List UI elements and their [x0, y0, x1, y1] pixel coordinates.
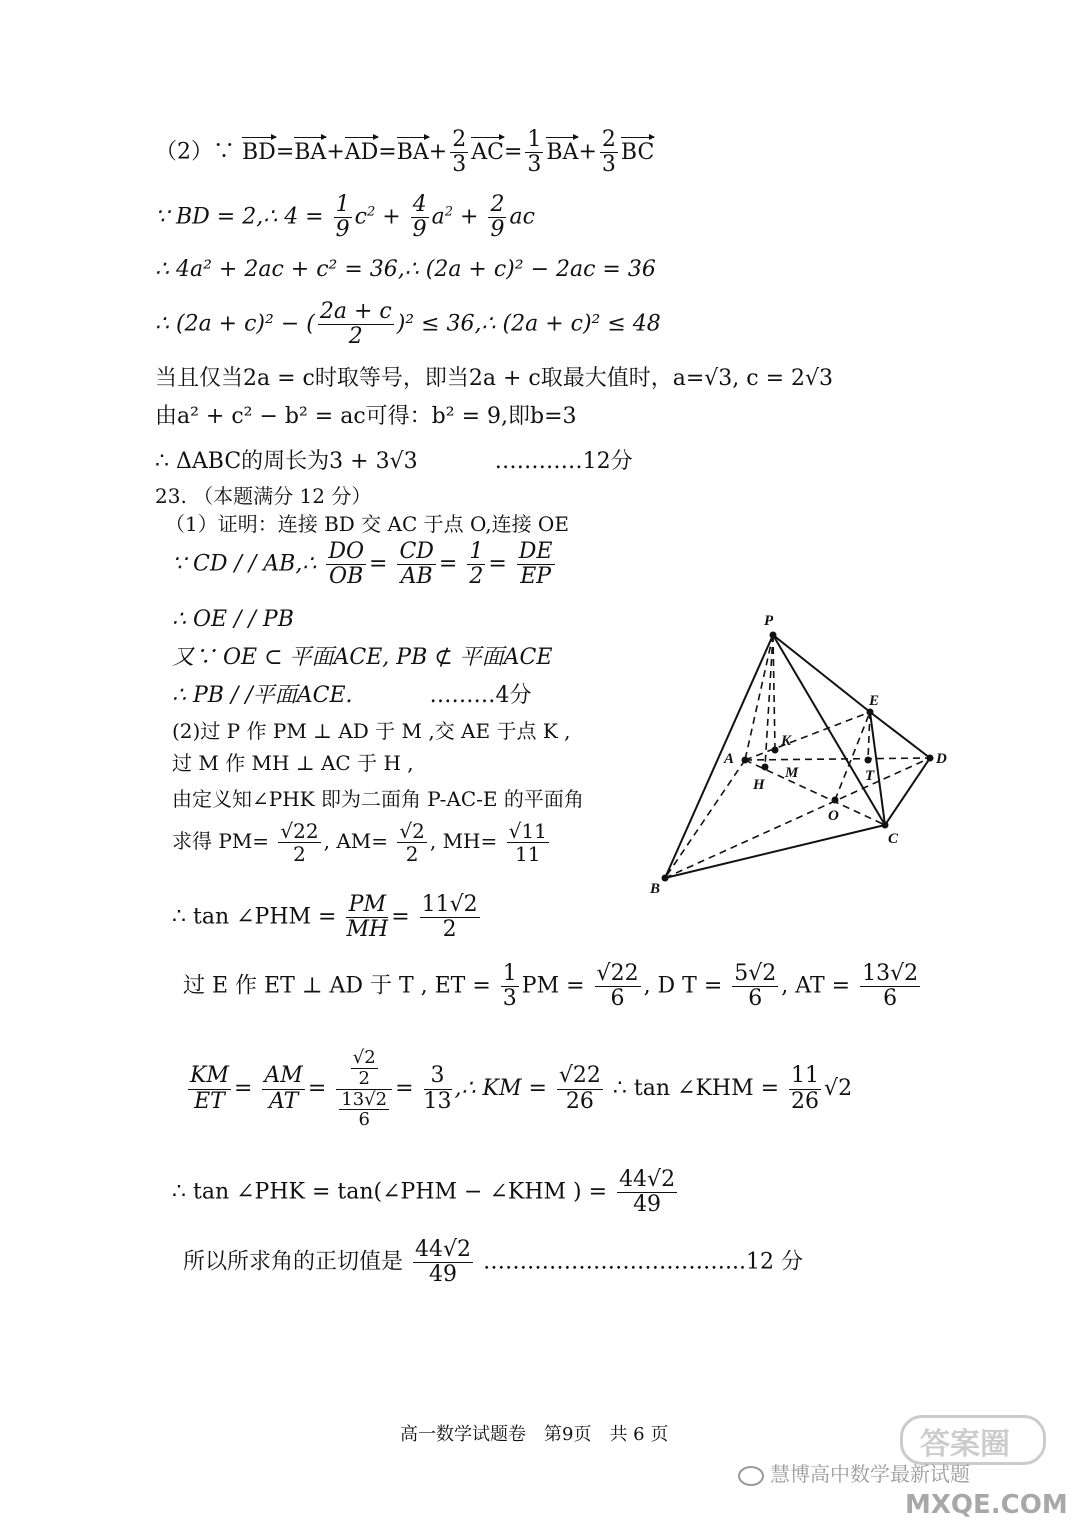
- line-subset: 又∵ OE ⊂ 平面ACE, PB ⊄ 平面ACE: [172, 645, 553, 670]
- fraction: $\frac{2}{3}$: [601, 127, 616, 178]
- fraction: $\frac{√11}{11}$: [508, 819, 547, 866]
- logo-text: 答案圈: [920, 1427, 1010, 1462]
- point-a: [742, 757, 749, 764]
- fraction: $\frac{√2}{2}$: [399, 819, 425, 866]
- line-lengths: 求得 PM= $\frac{√22}{2}$ , AM= $\frac{√2}{2}$ , MH= $\frac{√11}{11}$: [172, 819, 547, 866]
- label-c: C: [888, 831, 899, 847]
- fraction: $\frac{44√2}{49}$: [415, 1237, 472, 1288]
- line-tan-phm: ∴ tan ∠PHM = $\frac{PM}{MH}$ = $\frac{11√2}{2}$: [172, 892, 478, 943]
- edge-ae: [745, 712, 870, 760]
- point-t: [865, 757, 872, 764]
- point-p: [770, 632, 777, 639]
- fraction: $\frac{1}{3}$: [502, 961, 517, 1012]
- fraction: $\frac{DO}{OB}$: [328, 539, 364, 590]
- fraction: $\frac{1}{9}$: [335, 192, 350, 243]
- score: ………4分: [429, 683, 532, 708]
- score: …………12分: [494, 449, 633, 474]
- line-oe-parallel: ∴ OE / / PB: [172, 607, 294, 632]
- part2-definition: 由定义知∠PHK 即为二面角 P-AC-E 的平面角: [172, 787, 584, 811]
- vector-ba-3: BA: [546, 139, 579, 165]
- line-tan-phk: ∴ tan ∠PHK = tan(∠PHM − ∠KHM ) = $\frac{44√2}{49}$: [172, 1167, 676, 1218]
- point-h: [762, 764, 769, 771]
- fraction: $\frac{11√2}{2}$: [421, 892, 478, 943]
- fraction: $\frac{1}{3}$: [527, 127, 542, 178]
- edge-pm: [773, 635, 775, 750]
- edge-ab: [665, 760, 745, 878]
- edge-cb: [665, 825, 885, 878]
- line-conclusion: 所以所求角的正切值是 $\frac{44√2}{49}$ ……………………………...12 分: [183, 1237, 803, 1288]
- line-ratio: ∵ CD / / AB,∴ $\frac{DO}{OB}$ = $\frac{CD}{AB}$ = $\frac{1}{2}$ = $\frac{DE}{EP}$: [172, 539, 553, 590]
- edge-pb: [665, 635, 773, 878]
- edge-ad: [745, 758, 930, 760]
- label-p: P: [764, 613, 774, 629]
- part2-construct-h: 过 M 作 MH ⊥ AC 于 H ,: [172, 751, 414, 775]
- fraction: $\frac{√22}{2}$: [280, 819, 319, 866]
- line-vector-equation: （2）∵ BD=BA+AD=BA+ $\frac{2}{3}$ AC= $\frac{1}{3}$ BA+ $\frac{2}{3}$ BC: [155, 127, 655, 178]
- vector-bd: BD: [242, 139, 276, 165]
- vector-ba-2: BA: [396, 139, 429, 165]
- watermark-brand: MXQE.COM: [905, 1490, 1068, 1520]
- vector-ad: AD: [344, 139, 379, 165]
- wechat-icon: [738, 1466, 764, 1486]
- pyramid-figure: [640, 605, 970, 905]
- label-d: D: [936, 751, 947, 767]
- label-h: H: [753, 777, 765, 793]
- point-e: [867, 709, 874, 716]
- watermark-text: 慧博高中数学最新试题: [738, 1458, 970, 1487]
- fraction: $\frac{2}{9}$: [490, 192, 505, 243]
- point-o: [832, 797, 839, 804]
- line-equality-condition: 当且仅当2a = c时取等号，即当2a + c取最大值时，a=√3, c = 2√3: [155, 366, 834, 391]
- point-k: [772, 747, 779, 754]
- fraction: $\frac{44√2}{49}$: [619, 1167, 676, 1218]
- line-b-value: 由a² + c² − b² = ac可得：b² = 9,即b=3: [155, 404, 577, 429]
- point-c: [882, 822, 889, 829]
- score: ……………………………...12 分: [483, 1249, 803, 1275]
- vector-ba: BA: [294, 139, 327, 165]
- fraction: $\frac{KM}{ET}$: [190, 1063, 229, 1114]
- fraction: $\frac{√22}{6}$: [596, 961, 639, 1012]
- fraction: $\frac{CD}{AB}$: [399, 539, 434, 590]
- fraction: $\frac{11}{26}$: [791, 1063, 820, 1114]
- line-perimeter: ∴ ΔABC的周长为3 + 3√3 …………12分: [155, 449, 633, 474]
- fraction: $\frac{4}{9}$: [412, 192, 427, 243]
- fraction: $\frac{PM}{MH}$: [346, 892, 389, 943]
- label-a: A: [724, 751, 735, 767]
- label-t: T: [865, 768, 875, 784]
- page-footer: 高一数学试题卷 第9页 共 6 页: [400, 1424, 669, 1445]
- edge-pc: [773, 635, 885, 825]
- question-header: 23. （本题满分 12 分）: [155, 484, 372, 508]
- fraction: $\frac{3}{13}$: [423, 1063, 452, 1114]
- fraction: $\frac{DE}{EP}$: [518, 539, 553, 590]
- part1-intro: （1）证明：连接 BD 交 AC 于点 O,连接 OE: [165, 512, 569, 536]
- line-bd-equation: ∵ BD = 2,∴ 4 = $\frac{1}{9}$ $c^2$ + $\frac{4}{9}$ $a^2$ + $\frac{2}{9}$ ac: [155, 192, 535, 243]
- label-o: O: [828, 808, 839, 824]
- line-km: $\frac{KM}{ET}$ = $\frac{AM}{AT}$ = $\frac{\frac{√2}{2}}{\frac{13√2}{6}}$ = $\frac{3}{13}$ ,∴ KM = $\frac{√22}{26}$ ∴ tan ∠KHM = $\frac{11}{26}$ √2: [190, 1047, 853, 1131]
- label-k: K: [781, 733, 792, 749]
- point-d: [927, 755, 934, 762]
- edge-ed: [870, 712, 930, 758]
- edge-pe: [773, 635, 870, 712]
- fraction: $\frac{13√2}{6}$: [862, 961, 919, 1012]
- fraction: $\frac{2}{3}$: [452, 127, 467, 178]
- vector-bc: BC: [620, 139, 655, 165]
- fraction: $\frac{2a + c}{2}$: [319, 299, 392, 350]
- line-pb-parallel: ∴ PB / /平面ACE. ………4分: [172, 683, 532, 708]
- complex-fraction: $\frac{\frac{√2}{2}}{\frac{13√2}{6}}$: [336, 1048, 392, 1130]
- part2-construct: (2)过 P 作 PM ⊥ AD 于 M ,交 AE 于点 K ,: [172, 719, 571, 743]
- point-b: [662, 875, 669, 882]
- fraction: $\frac{√22}{26}$: [558, 1063, 601, 1114]
- label-m: M: [785, 765, 799, 781]
- line-inequality: ∴ (2a + c)² − ( $\frac{2a + c}{2}$ )² ≤ 36,∴ (2a + c)² ≤ 48: [155, 299, 661, 350]
- fraction: $\frac{1}{2}$: [469, 539, 484, 590]
- fraction: $\frac{AM}{AT}$: [264, 1063, 303, 1114]
- line-et: 过 E 作 ET ⊥ AD 于 T , ET = $\frac{1}{3}$ PM = $\frac{√22}{6}$ , D T = $\frac{5√2}{6}$ , AT = $\frac{13√2}{6}$: [183, 961, 919, 1012]
- vector-ac: AC: [471, 139, 504, 165]
- line-expand: ∴ 4a² + 2ac + c² = 36,∴ (2a + c)² − 2ac = 36: [155, 257, 656, 282]
- fraction: $\frac{5√2}{6}$: [734, 961, 777, 1012]
- label-b: B: [650, 881, 661, 897]
- edge-et: [868, 712, 870, 760]
- edge-ph: [765, 635, 773, 767]
- label-e: E: [869, 693, 880, 709]
